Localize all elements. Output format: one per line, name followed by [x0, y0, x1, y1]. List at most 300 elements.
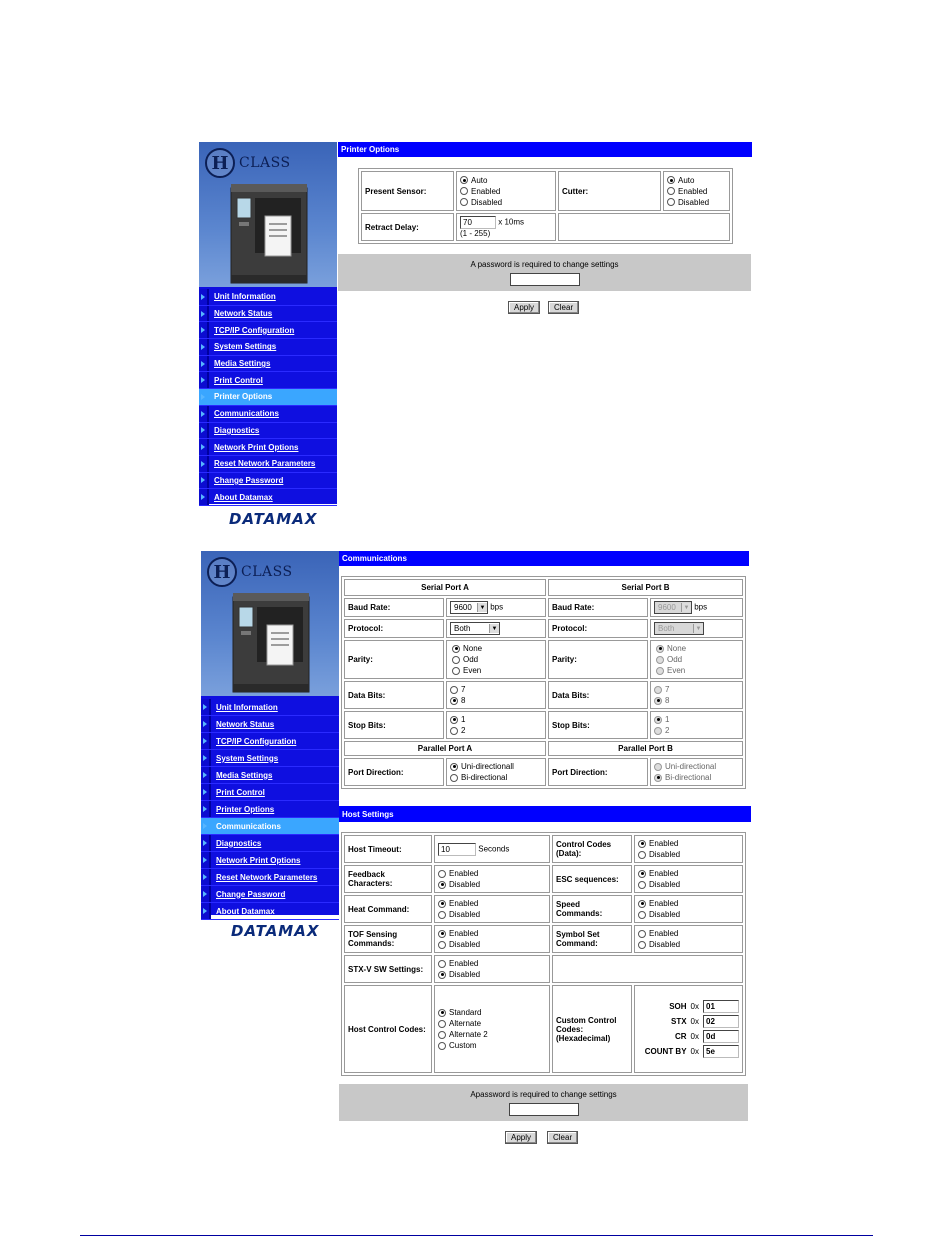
class-word: CLASS: [239, 155, 291, 171]
radio-icon: [667, 198, 675, 206]
nav-link[interactable]: Change Password: [214, 475, 284, 485]
retract-delay-label: Retract Delay:: [361, 213, 454, 241]
tof-sensing-label: TOF Sensing Commands:: [344, 925, 432, 953]
speed-commands-label: Speed Commands:: [552, 895, 632, 923]
stxv-enabled[interactable]: [438, 958, 546, 969]
host-settings-table: [341, 832, 746, 1076]
dropdown-arrow-icon: ▼: [477, 603, 487, 612]
nav-item-tcpip-configuration[interactable]: [201, 733, 339, 750]
nav-item-unit-information[interactable]: [199, 289, 337, 306]
nav-item-tcpip-configuration[interactable]: [199, 322, 337, 339]
option-label: Auto: [678, 175, 695, 185]
clear-button[interactable]: Clear: [547, 1131, 578, 1144]
option-label: Auto: [471, 175, 488, 185]
serial-port-a-heading: Serial Port A: [344, 579, 546, 596]
nav-item-printer-options[interactable]: [201, 801, 339, 818]
option-label: Standard: [449, 1008, 482, 1017]
nav-item-reset-network-parameters[interactable]: [201, 869, 339, 886]
nav-link[interactable]: Diagnostics: [214, 425, 260, 435]
nav-item-about-datamax[interactable]: [201, 903, 339, 920]
radio-selected-icon: [638, 870, 646, 878]
apply-button[interactable]: Apply: [505, 1131, 537, 1144]
parity-b-cell: [650, 640, 743, 679]
option-label: Custom: [449, 1041, 477, 1050]
radio-icon: [654, 763, 662, 771]
radio-selected-icon: [460, 176, 468, 184]
option-label: Enabled: [449, 899, 479, 908]
nav-item-print-control[interactable]: [201, 784, 339, 801]
tof-enabled[interactable]: [438, 928, 546, 939]
communications-header: Communications: [339, 551, 749, 566]
arrow-icon: [199, 322, 209, 338]
clear-button[interactable]: Clear: [548, 301, 579, 314]
arrow-icon: [199, 423, 209, 439]
option-label: 1: [461, 715, 466, 724]
host-control-custom[interactable]: [438, 1040, 546, 1051]
hex-prefix: 0x: [690, 1017, 699, 1026]
parity-a-even[interactable]: [452, 665, 542, 676]
present-sensor-enabled[interactable]: [460, 186, 552, 197]
radio-icon: [450, 774, 458, 782]
stop-bits-b-2: [654, 725, 739, 736]
sidebar-b: [201, 551, 339, 915]
footer-rule: [80, 1235, 873, 1236]
host-control-codes-cell: [434, 985, 550, 1073]
host-timeout-input[interactable]: 10: [438, 843, 476, 856]
radio-icon: [452, 656, 460, 664]
nav-item-communications[interactable]: [199, 406, 337, 423]
arrow-icon: [199, 473, 209, 489]
password-prompt: Apassword is required to change settings: [470, 1090, 617, 1099]
dropdown-arrow-icon: ▼: [681, 603, 691, 612]
baud-rate-b-select: [654, 601, 692, 614]
speed-disabled[interactable]: [638, 909, 739, 920]
radio-icon: [654, 686, 662, 694]
option-label: 2: [665, 726, 670, 735]
nav-item-about-datamax[interactable]: [199, 489, 337, 506]
stop-bits-a-2[interactable]: [450, 725, 542, 736]
nav-item-media-settings[interactable]: [199, 356, 337, 373]
arrow-icon: [201, 784, 211, 800]
arrow-icon: [199, 439, 209, 455]
option-label: Enabled: [471, 186, 501, 196]
data-bits-label: Data Bits:: [344, 681, 444, 709]
tof-disabled[interactable]: [438, 939, 546, 950]
arrow-icon: [201, 750, 211, 766]
radio-icon: [438, 1031, 446, 1039]
feedback-disabled[interactable]: [438, 879, 546, 890]
arrow-icon: [201, 716, 211, 732]
arrow-icon: [199, 489, 209, 505]
nav-link[interactable]: System Settings: [214, 342, 277, 352]
option-label: Uni-directionall: [461, 762, 514, 771]
nav-link[interactable]: Network Status: [216, 719, 275, 729]
present-sensor-auto[interactable]: [460, 175, 552, 186]
nav-link[interactable]: About Datamax: [214, 492, 273, 502]
radio-selected-icon: [638, 840, 646, 848]
radio-selected-icon: [638, 900, 646, 908]
feedback-enabled[interactable]: [438, 868, 546, 879]
arrow-icon: [201, 767, 211, 783]
printer-options-table: [358, 168, 733, 244]
protocol-a-cell: [446, 619, 546, 638]
stop-bits-a-1[interactable]: [450, 714, 542, 725]
nav-item-change-password[interactable]: [199, 473, 337, 490]
symbol-enabled[interactable]: [638, 928, 739, 939]
option-label: Odd: [463, 655, 479, 664]
password-input[interactable]: [510, 273, 580, 286]
select-value: 9600: [658, 603, 676, 612]
nav-item-reset-network-parameters[interactable]: [199, 456, 337, 473]
count-by-input[interactable]: 5e: [703, 1045, 739, 1058]
option-label: Alternate: [449, 1019, 482, 1028]
retract-delay-unit: x 10ms: [498, 217, 525, 227]
control-codes-cell: [634, 835, 743, 863]
stop-bits-a-cell: [446, 711, 546, 739]
symbol-set-label: Symbol Set Command:: [552, 925, 632, 953]
radio-icon: [460, 198, 468, 206]
custom-control-codes-cell: [634, 985, 743, 1073]
parity-a-none[interactable]: [452, 643, 542, 654]
printer-image: [231, 589, 311, 694]
heat-disabled[interactable]: [438, 909, 546, 920]
control-codes-label: Control Codes (Data):: [552, 835, 632, 863]
nav-item-diagnostics[interactable]: [199, 423, 337, 440]
option-label: Enabled: [649, 929, 679, 938]
arrow-icon: [201, 869, 211, 885]
radio-selected-icon: [667, 176, 675, 184]
arrow-icon: [201, 818, 211, 834]
baud-rate-a-cell: [446, 598, 546, 617]
arrow-icon: [201, 733, 211, 749]
radio-icon: [638, 930, 646, 938]
radio-icon: [438, 911, 446, 919]
nav-link[interactable]: Reset Network Parameters: [216, 872, 318, 882]
symbol-set-cell: [634, 925, 743, 953]
cr-input[interactable]: 0d: [703, 1030, 739, 1043]
tof-sensing-cell: [434, 925, 550, 953]
nav-link[interactable]: System Settings: [216, 753, 279, 763]
stop-bits-b-cell: [650, 711, 743, 739]
nav-link[interactable]: Media Settings: [216, 770, 273, 780]
serial-port-b-heading: Serial Port B: [548, 579, 743, 596]
radio-icon: [438, 941, 446, 949]
arrow-icon: [201, 835, 211, 851]
esc-enabled[interactable]: [638, 868, 739, 879]
h-class-logo: [205, 148, 291, 178]
option-label: Enabled: [649, 839, 679, 848]
radio-selected-icon: [438, 1009, 446, 1017]
data-bits-a-7[interactable]: [450, 684, 542, 695]
nav-item-system-settings[interactable]: [201, 750, 339, 767]
radio-icon: [438, 1020, 446, 1028]
cutter-auto[interactable]: [667, 175, 726, 186]
radio-selected-icon: [450, 716, 458, 724]
host-control-alternate-2[interactable]: [438, 1029, 546, 1040]
nav-item-diagnostics[interactable]: [201, 835, 339, 852]
nav-list-b: [201, 699, 339, 920]
nav-item-communications[interactable]: [201, 818, 339, 835]
option-label: Disabled: [678, 197, 710, 207]
nav-item-unit-information[interactable]: [201, 699, 339, 716]
option-label: Disabled: [449, 910, 481, 919]
nav-link[interactable]: Media Settings: [214, 359, 271, 369]
option-label: None: [667, 644, 687, 653]
radio-icon: [438, 870, 446, 878]
nav-item-network-status[interactable]: [199, 306, 337, 323]
radio-icon: [656, 656, 664, 664]
symbol-disabled[interactable]: [638, 939, 739, 950]
arrow-icon: [199, 356, 209, 372]
nav-link[interactable]: Communications: [216, 821, 281, 831]
baud-rate-label-b: Baud Rate:: [548, 598, 648, 617]
port-direction-a-uni[interactable]: [450, 761, 542, 772]
soh-input[interactable]: 01: [703, 1000, 739, 1013]
option-label: Bi-directional: [461, 773, 508, 782]
option-label: 1: [665, 715, 670, 724]
radio-icon: [438, 960, 446, 968]
present-sensor-options: [456, 171, 556, 211]
port-direction-a-cell: [446, 758, 546, 786]
retract-delay-input[interactable]: 70: [460, 216, 496, 229]
port-direction-b-uni: [654, 761, 739, 772]
option-label: 8: [665, 696, 670, 705]
heat-command-label: Heat Command:: [344, 895, 432, 923]
h-logo-icon: H: [207, 557, 237, 587]
nav-link[interactable]: TCP/IP Configuration: [214, 325, 295, 335]
parity-b-none: [656, 643, 739, 654]
present-sensor-disabled[interactable]: [460, 197, 552, 208]
nav-link[interactable]: Print Control: [216, 787, 265, 797]
feedback-characters-cell: [434, 865, 550, 893]
host-control-standard[interactable]: [438, 1007, 546, 1018]
sidebar-a: [199, 142, 337, 504]
stop-bits-label-b: Stop Bits:: [548, 711, 648, 739]
custom-control-codes-label: Custom Control Codes: (Hexadecimal): [552, 985, 632, 1073]
port-direction-b-bi: [654, 772, 739, 783]
hex-prefix: 0x: [690, 1032, 699, 1041]
nav-link[interactable]: Unit Information: [216, 702, 278, 712]
radio-icon: [460, 187, 468, 195]
empty-cell: [552, 955, 743, 983]
option-label: Alternate 2: [449, 1030, 488, 1039]
option-label: Disabled: [649, 850, 681, 859]
option-label: Disabled: [649, 940, 681, 949]
cutter-enabled[interactable]: [667, 186, 726, 197]
select-value: Both: [454, 624, 471, 633]
stxv-disabled[interactable]: [438, 969, 546, 980]
data-bits-label-b: Data Bits:: [548, 681, 648, 709]
option-label: None: [463, 644, 483, 653]
data-bits-a-cell: [446, 681, 546, 709]
protocol-label-b: Protocol:: [548, 619, 648, 638]
nav-link[interactable]: Printer Options: [214, 392, 273, 402]
dropdown-arrow-icon: ▼: [489, 624, 499, 633]
data-bits-a-8[interactable]: [450, 695, 542, 706]
parity-b-odd: [656, 654, 739, 665]
port-direction-a-bi[interactable]: [450, 772, 542, 783]
stop-bits-b-1: [654, 714, 739, 725]
stx-v-sw-cell: [434, 955, 550, 983]
host-timeout-label: Host Timeout:: [344, 835, 432, 863]
nav-item-change-password[interactable]: [201, 886, 339, 903]
radio-icon: [654, 727, 662, 735]
option-label: Enabled: [649, 869, 679, 878]
hex-prefix: 0x: [690, 1002, 699, 1011]
feedback-characters-label: Feedback Characters:: [344, 865, 432, 893]
option-label: 2: [461, 726, 466, 735]
radio-selected-icon: [450, 763, 458, 771]
option-label: Uni-directional: [665, 762, 717, 771]
datamax-logo: DATAMAX: [229, 510, 318, 528]
data-bits-b-cell: [650, 681, 743, 709]
radio-selected-icon: [438, 971, 446, 979]
nav-link[interactable]: Printer Options: [216, 804, 275, 814]
nav-link[interactable]: Communications: [214, 409, 279, 419]
nav-link[interactable]: Change Password: [216, 889, 286, 899]
printer-image: [229, 180, 309, 285]
data-bits-b-7: [654, 684, 739, 695]
option-label: 7: [461, 685, 466, 694]
protocol-a-select[interactable]: [450, 622, 500, 635]
password-input[interactable]: [509, 1103, 579, 1116]
speed-enabled[interactable]: [638, 898, 739, 909]
code-name: STX: [670, 1017, 687, 1026]
apply-button[interactable]: Apply: [508, 301, 540, 314]
baud-rate-a-select[interactable]: [450, 601, 488, 614]
nav-item-network-print-options[interactable]: [201, 852, 339, 869]
cutter-disabled[interactable]: [667, 197, 726, 208]
radio-selected-icon: [452, 645, 460, 653]
protocol-label: Protocol:: [344, 619, 444, 638]
nav-link[interactable]: Network Print Options: [216, 855, 301, 865]
nav-link[interactable]: Network Status: [214, 309, 273, 319]
nav-link[interactable]: Print Control: [214, 375, 263, 385]
option-label: Odd: [667, 655, 683, 664]
port-direction-label-b: Port Direction:: [548, 758, 648, 786]
port-direction-label: Port Direction:: [344, 758, 444, 786]
nav-link[interactable]: Network Print Options: [214, 442, 299, 452]
arrow-icon: [199, 306, 209, 322]
nav-list-a: [199, 289, 337, 506]
nav-item-system-settings[interactable]: [199, 339, 337, 356]
control-codes-disabled[interactable]: [638, 849, 739, 860]
option-label: Even: [463, 666, 482, 675]
radio-selected-icon: [438, 881, 446, 889]
arrow-icon: [199, 372, 209, 388]
nav-item-network-print-options[interactable]: [199, 439, 337, 456]
nav-item-network-status[interactable]: [201, 716, 339, 733]
option-label: Disabled: [471, 197, 503, 207]
arrow-icon: [199, 339, 209, 355]
control-codes-enabled[interactable]: [638, 838, 739, 849]
radio-icon: [450, 727, 458, 735]
option-label: Disabled: [649, 880, 681, 889]
option-label: Enabled: [649, 899, 679, 908]
protocol-b-cell: [650, 619, 743, 638]
nav-link[interactable]: Unit Information: [214, 292, 276, 302]
esc-sequences-label: ESC sequences:: [552, 865, 632, 893]
bps-unit: bps: [694, 602, 708, 612]
host-timeout-cell: [434, 835, 550, 863]
arrow-icon: [199, 389, 209, 405]
nav-item-print-control[interactable]: [199, 372, 337, 389]
option-label: Enabled: [449, 959, 479, 968]
host-control-alternate[interactable]: [438, 1018, 546, 1029]
option-label: Bi-directional: [665, 773, 712, 782]
arrow-icon: [201, 903, 211, 919]
radio-selected-icon: [654, 774, 662, 782]
radio-icon: [667, 187, 675, 195]
select-value: Both: [658, 624, 675, 633]
option-label: Disabled: [649, 910, 681, 919]
option-label: 7: [665, 685, 670, 694]
stx-v-sw-label: STX-V SW Settings:: [344, 955, 432, 983]
arrow-icon: [199, 289, 209, 305]
option-label: Enabled: [449, 869, 479, 878]
code-name: CR: [674, 1032, 687, 1041]
brand-banner: [201, 551, 339, 696]
heat-enabled[interactable]: [438, 898, 546, 909]
data-bits-b-8: [654, 695, 739, 706]
class-word: CLASS: [241, 564, 293, 580]
brand-banner: [199, 142, 337, 287]
parity-a-odd[interactable]: [452, 654, 542, 665]
option-label: Enabled: [678, 186, 708, 196]
radio-selected-icon: [450, 697, 458, 705]
parity-label-b: Parity:: [548, 640, 648, 679]
heat-command-cell: [434, 895, 550, 923]
arrow-icon: [199, 456, 209, 472]
password-prompt: A password is required to change settings: [470, 260, 619, 269]
cutter-options: [663, 171, 730, 211]
radio-selected-icon: [438, 900, 446, 908]
nav-link[interactable]: TCP/IP Configuration: [216, 736, 297, 746]
communications-table: [341, 576, 746, 789]
baud-rate-b-cell: [650, 598, 743, 617]
password-band-b: [339, 1084, 748, 1121]
present-sensor-label: Present Sensor:: [361, 171, 454, 211]
radio-icon: [438, 1042, 446, 1050]
option-label: Disabled: [449, 940, 481, 949]
dropdown-arrow-icon: ▼: [693, 624, 703, 633]
nav-item-media-settings[interactable]: [201, 767, 339, 784]
radio-icon: [638, 881, 646, 889]
nav-link[interactable]: About Datamax: [216, 906, 275, 916]
port-direction-b-cell: [650, 758, 743, 786]
option-label: Disabled: [449, 970, 481, 979]
bps-unit: bps: [490, 602, 504, 612]
select-value: 9600: [454, 603, 472, 612]
nav-item-printer-options[interactable]: [199, 389, 337, 406]
esc-sequences-cell: [634, 865, 743, 893]
nav-link[interactable]: Reset Network Parameters: [214, 459, 316, 469]
code-name: SOH: [669, 1002, 687, 1011]
nav-link[interactable]: Diagnostics: [216, 838, 262, 848]
esc-disabled[interactable]: [638, 879, 739, 890]
arrow-icon: [201, 886, 211, 902]
stx-input[interactable]: 02: [703, 1015, 739, 1028]
radio-icon: [450, 686, 458, 694]
parallel-port-b-heading: Parallel Port B: [548, 741, 743, 756]
h-logo-icon: H: [205, 148, 235, 178]
seconds-unit: Seconds: [478, 844, 510, 854]
host-control-codes-label: Host Control Codes:: [344, 985, 432, 1073]
radio-icon: [638, 941, 646, 949]
printer-options-header: Printer Options: [338, 142, 752, 157]
baud-rate-label: Baud Rate:: [344, 598, 444, 617]
radio-selected-icon: [656, 645, 664, 653]
